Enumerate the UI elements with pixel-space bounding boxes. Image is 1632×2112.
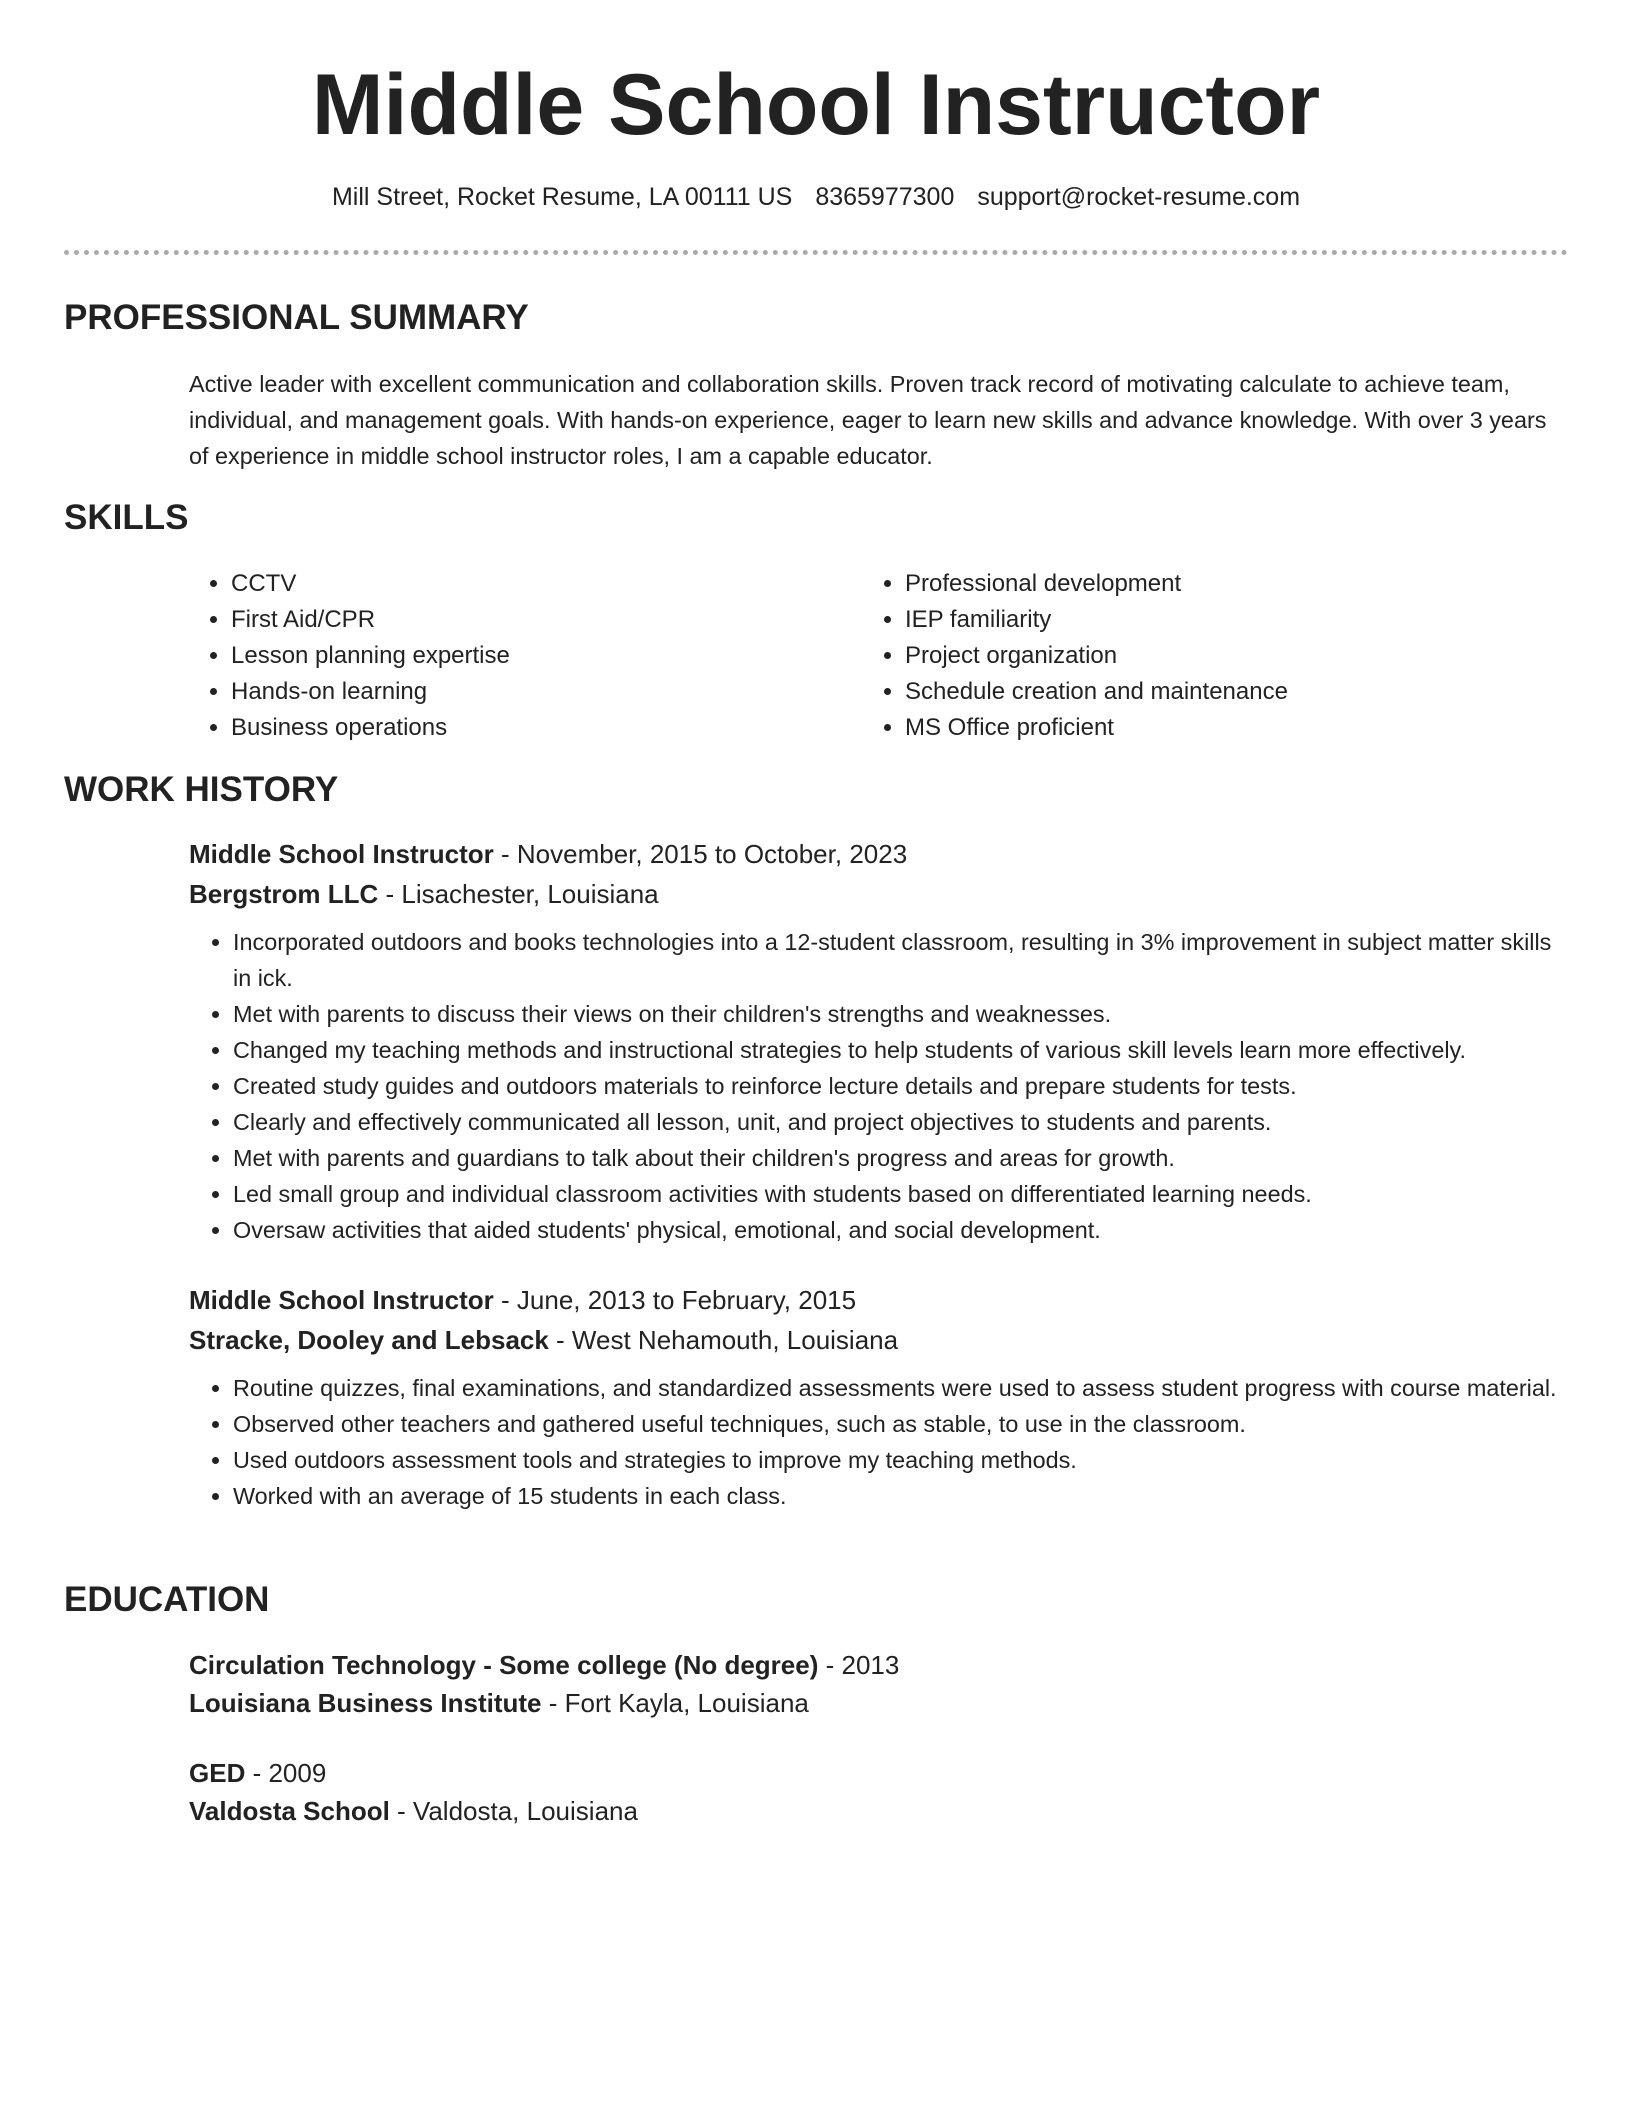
skill-item: • MS Office proficient xyxy=(905,710,1288,746)
job-bullet: • Used outdoors assessment tools and strategies to improve my teaching methods. xyxy=(233,1442,1569,1478)
job-bullet: • Incorporated outdoors and books technologies into a 12-student classroom, resulting in 3% improvement in subject matter skills in ick. xyxy=(233,924,1569,996)
education-entry xyxy=(189,1646,1569,1722)
job-bullet: • Led small group and individual classroom activities with students based on differentiated learning needs. xyxy=(233,1176,1569,1212)
education-location: - Fort Kayla, Louisiana xyxy=(541,1688,809,1718)
job-bullet: • Routine quizzes, final examinations, and standardized assessments were used to assess student progress with course material. xyxy=(233,1370,1569,1406)
education-degree: Circulation Technology - Some college (No degree) xyxy=(189,1650,819,1680)
job-bullet: • Observed other teachers and gathered useful techniques, such as stable, to use in the classroom. xyxy=(233,1406,1569,1442)
job-title-line xyxy=(189,1280,1569,1320)
work-heading: WORK HISTORY xyxy=(64,770,339,809)
skill-item: • Project organization xyxy=(905,638,1288,674)
skill-item: • Professional development xyxy=(905,566,1288,602)
job-bullet: • Met with parents to discuss their views on their children's strengths and weaknesses. xyxy=(233,996,1569,1032)
job-entry xyxy=(189,834,1569,1248)
skill-item: • Lesson planning expertise xyxy=(231,638,510,674)
job-bullet: • Worked with an average of 15 students in each class. xyxy=(233,1478,1569,1514)
job-company-line xyxy=(189,1320,1569,1360)
job-dates: - November, 2015 to October, 2023 xyxy=(493,839,908,869)
header-divider xyxy=(64,250,1568,255)
job-entry xyxy=(189,1280,1569,1514)
job-role: Middle School Instructor xyxy=(189,1285,494,1315)
summary-text: Active leader with excellent communication and collaboration skills. Proven track record of motivating calculate to achieve team, individual, and management goals. With hands-on experience, eager to learn new skills and advance knowledge. With over 3 years of experience in middle school instructor roles, I am a capable educator. xyxy=(189,371,1547,469)
job-bullets xyxy=(189,924,1569,1248)
education-school: Louisiana Business Institute xyxy=(189,1688,542,1718)
job-role: Middle School Instructor xyxy=(189,839,494,869)
job-bullets xyxy=(189,1370,1569,1514)
job-company-line xyxy=(189,874,1569,914)
job-bullet: • Changed my teaching methods and instructional strategies to help students of various skill levels learn more effectively. xyxy=(233,1032,1569,1068)
contact-address: Mill Street, Rocket Resume, LA 00111 US xyxy=(331,183,793,211)
contact-email: support@rocket-resume.com xyxy=(977,183,1301,211)
job-title-line xyxy=(189,834,1569,874)
summary-heading: PROFESSIONAL SUMMARY xyxy=(64,298,529,337)
job-company: Stracke, Dooley and Lebsack xyxy=(189,1325,549,1355)
job-company: Bergstrom LLC xyxy=(189,879,379,909)
skill-item: • First Aid/CPR xyxy=(231,602,510,638)
skill-item: • Business operations xyxy=(231,710,510,746)
education-degree-line xyxy=(189,1754,1569,1792)
job-bullet: • Created study guides and outdoors materials to reinforce lecture details and prepare students for tests. xyxy=(233,1068,1569,1104)
job-location: - Lisachester, Louisiana xyxy=(378,879,659,909)
education-year: - 2013 xyxy=(818,1650,900,1680)
skill-item: • IEP familiarity xyxy=(905,602,1288,638)
job-bullet: • Met with parents and guardians to talk about their children's progress and areas for growth. xyxy=(233,1140,1569,1176)
skills-list-right xyxy=(861,566,1288,746)
education-location: - Valdosta, Louisiana xyxy=(389,1796,638,1826)
education-degree-line xyxy=(189,1646,1569,1684)
job-dates: - June, 2013 to February, 2015 xyxy=(493,1285,857,1315)
education-entry xyxy=(189,1754,1569,1830)
skills-heading: SKILLS xyxy=(64,498,189,537)
education-heading: EDUCATION xyxy=(64,1580,270,1619)
education-year: - 2009 xyxy=(245,1758,327,1788)
contact-line xyxy=(0,180,1632,214)
skills-list-left xyxy=(187,566,510,746)
education-school-line xyxy=(189,1684,1569,1722)
education-school: Valdosta School xyxy=(189,1796,390,1826)
job-bullet: • Clearly and effectively communicated all lesson, unit, and project objectives to students and parents. xyxy=(233,1104,1569,1140)
education-school-line xyxy=(189,1792,1569,1830)
job-location: - West Nehamouth, Louisiana xyxy=(548,1325,899,1355)
job-bullet: • Oversaw activities that aided students' physical, emotional, and social development. xyxy=(233,1212,1569,1248)
skill-item: • Schedule creation and maintenance xyxy=(905,674,1288,710)
resume-name: Middle School Instructor xyxy=(311,57,1321,153)
education-degree: GED xyxy=(189,1758,246,1788)
contact-phone: 8365977300 xyxy=(815,183,955,211)
skill-item: • Hands-on learning xyxy=(231,674,510,710)
skill-item: • CCTV xyxy=(231,566,510,602)
